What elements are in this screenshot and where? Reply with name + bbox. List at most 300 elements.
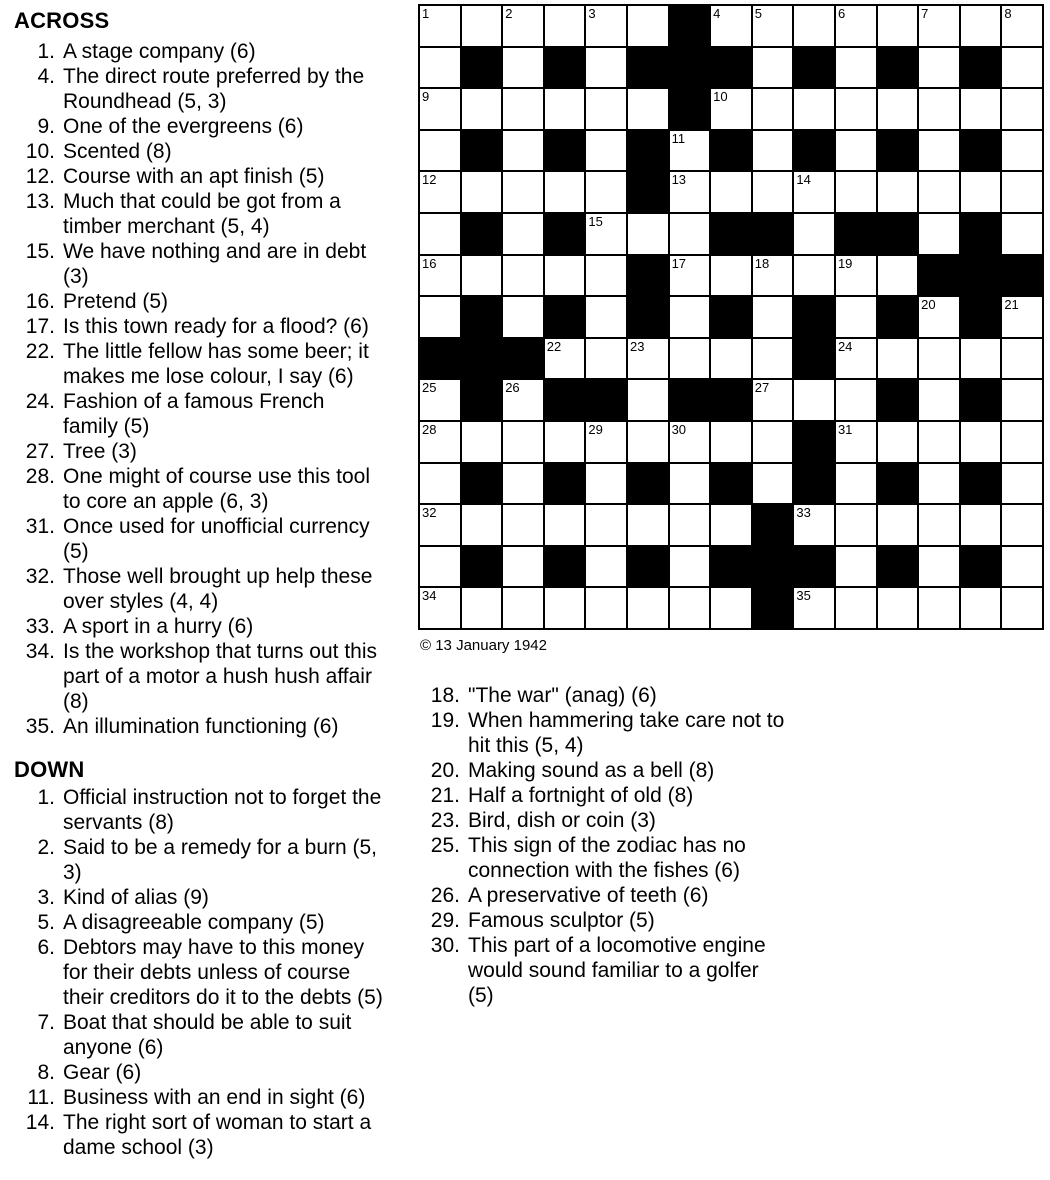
clue-item (14, 1060, 418, 1085)
clue-text: Kind of alias (9) (63, 886, 209, 909)
black-cell (545, 380, 585, 420)
white-cell[interactable] (586, 89, 626, 129)
cell-number: 9 (422, 89, 430, 105)
white-cell[interactable] (961, 89, 1001, 129)
white-cell[interactable] (1002, 464, 1042, 504)
white-cell[interactable] (711, 588, 751, 628)
cell-number: 32 (422, 505, 437, 521)
white-cell[interactable] (586, 588, 626, 628)
clue-number: 1. (37, 786, 55, 809)
down-clue-list-right (430, 683, 1050, 1008)
white-cell[interactable] (794, 214, 834, 254)
cell-number: 33 (796, 505, 811, 521)
white-cell[interactable] (420, 6, 460, 46)
white-cell[interactable] (961, 422, 1001, 462)
clue-item (14, 114, 418, 139)
clue-text: Course with an apt finish (5) (63, 165, 325, 188)
white-cell[interactable] (794, 380, 834, 420)
white-cell[interactable] (462, 172, 502, 212)
white-cell[interactable] (670, 339, 710, 379)
white-cell[interactable] (794, 588, 834, 628)
white-cell[interactable] (462, 588, 502, 628)
clue-text: We have nothing and are in debt (3) (63, 240, 367, 288)
clue-item (430, 783, 1050, 808)
cell-number: 14 (796, 172, 811, 188)
white-cell[interactable] (1002, 6, 1042, 46)
black-cell (878, 464, 918, 504)
black-cell (711, 547, 751, 587)
cell-number: 16 (422, 255, 437, 271)
white-cell[interactable] (711, 505, 751, 545)
white-cell[interactable] (919, 297, 959, 337)
white-cell[interactable] (919, 89, 959, 129)
cell-number: 23 (629, 338, 645, 354)
white-cell[interactable] (878, 588, 918, 628)
clue-text: "The war" (anag) (6) (468, 683, 657, 707)
white-cell[interactable] (919, 380, 959, 420)
white-cell[interactable] (586, 6, 626, 46)
white-cell[interactable] (836, 505, 876, 545)
cell-number: 15 (588, 213, 603, 229)
white-cell[interactable] (545, 256, 585, 296)
clue-text: Those well brought up help these over styles (4, 4) (63, 565, 373, 613)
white-cell[interactable] (670, 131, 710, 171)
clue-item (14, 910, 418, 935)
black-cell (711, 214, 751, 254)
white-cell[interactable] (503, 89, 543, 129)
clue-item (14, 785, 418, 835)
black-cell (711, 380, 751, 420)
clue-item (14, 39, 418, 64)
black-cell (711, 464, 751, 504)
black-cell (961, 547, 1001, 587)
black-cell (711, 131, 751, 171)
clue-text: A disagreeable company (5) (63, 911, 325, 934)
white-cell[interactable] (794, 172, 834, 212)
clue-number: 14. (25, 1111, 55, 1134)
black-cell (961, 48, 1001, 88)
white-cell[interactable] (919, 214, 959, 254)
clue-text: Official instruction not to forget the servants (8) (63, 786, 382, 834)
clue-number: 3. (37, 886, 55, 909)
white-cell[interactable] (836, 547, 876, 587)
white-cell[interactable] (420, 131, 460, 171)
clue-item (14, 639, 418, 714)
clue-text: Famous sculptor (5) (468, 908, 655, 932)
white-cell[interactable] (670, 422, 710, 462)
white-cell[interactable] (628, 214, 668, 254)
white-cell[interactable] (586, 256, 626, 296)
white-cell[interactable] (545, 6, 585, 46)
white-cell[interactable] (836, 339, 876, 379)
white-cell[interactable] (836, 6, 876, 46)
white-cell[interactable] (586, 339, 626, 379)
clue-text: A preservative of teeth (6) (468, 883, 709, 907)
clue-item (14, 139, 418, 164)
white-cell[interactable] (670, 505, 710, 545)
clue-number: 22. (25, 340, 55, 363)
black-cell (545, 297, 585, 337)
white-cell[interactable] (961, 588, 1001, 628)
white-cell[interactable] (462, 256, 502, 296)
white-cell[interactable] (503, 380, 543, 420)
white-cell[interactable] (878, 505, 918, 545)
clue-number: 4. (37, 65, 55, 88)
white-cell[interactable] (586, 464, 626, 504)
white-cell[interactable] (836, 172, 876, 212)
black-cell (545, 547, 585, 587)
white-cell[interactable] (420, 297, 460, 337)
clue-number: 35. (25, 715, 55, 738)
black-cell (628, 48, 668, 88)
black-cell (462, 547, 502, 587)
clue-item (14, 314, 418, 339)
black-cell (628, 464, 668, 504)
cell-number: 6 (837, 6, 846, 21)
white-cell[interactable] (503, 48, 543, 88)
white-cell[interactable] (836, 297, 876, 337)
black-cell (545, 131, 585, 171)
clue-number: 33. (25, 615, 55, 638)
black-cell (961, 464, 1001, 504)
white-cell[interactable] (753, 464, 793, 504)
white-cell[interactable] (420, 256, 460, 296)
white-cell[interactable] (878, 6, 918, 46)
white-cell[interactable] (1002, 505, 1042, 545)
clue-item (430, 683, 1050, 708)
clue-number: 26. (430, 883, 460, 907)
cell-number: 35 (796, 588, 811, 604)
white-cell[interactable] (545, 339, 585, 379)
white-cell[interactable] (836, 588, 876, 628)
black-cell (794, 547, 834, 587)
cell-number: 2 (505, 6, 513, 21)
black-cell (545, 48, 585, 88)
white-cell[interactable] (503, 172, 543, 212)
white-cell[interactable] (836, 422, 876, 462)
white-cell[interactable] (753, 131, 793, 171)
white-cell[interactable] (462, 6, 502, 46)
cell-number: 10 (713, 89, 728, 105)
white-cell[interactable] (753, 48, 793, 88)
white-cell[interactable] (919, 422, 959, 462)
cell-number: 28 (422, 421, 437, 437)
white-cell[interactable] (545, 172, 585, 212)
white-cell[interactable] (503, 464, 543, 504)
white-cell[interactable] (1002, 48, 1042, 88)
white-cell[interactable] (961, 172, 1001, 212)
black-cell (961, 214, 1001, 254)
white-cell[interactable] (586, 505, 626, 545)
black-cell (462, 297, 502, 337)
black-cell (628, 297, 668, 337)
clue-text: Fashion of a famous French family (5) (63, 390, 325, 438)
white-cell[interactable] (794, 505, 834, 545)
white-cell[interactable] (545, 588, 585, 628)
white-cell[interactable] (711, 422, 751, 462)
white-cell[interactable] (503, 297, 543, 337)
white-cell[interactable] (670, 214, 710, 254)
clue-item (14, 564, 418, 614)
black-cell (961, 380, 1001, 420)
white-cell[interactable] (961, 339, 1001, 379)
white-cell[interactable] (711, 172, 751, 212)
clue-item (14, 439, 418, 464)
clue-item (14, 935, 418, 1010)
white-cell[interactable] (711, 89, 751, 129)
white-cell[interactable] (670, 588, 710, 628)
white-cell[interactable] (586, 547, 626, 587)
white-cell[interactable] (545, 89, 585, 129)
clue-number: 34. (25, 640, 55, 663)
clue-item (14, 464, 418, 514)
white-cell[interactable] (836, 380, 876, 420)
clue-number: 23. (430, 808, 460, 832)
white-cell[interactable] (462, 422, 502, 462)
clue-number: 30. (430, 933, 460, 957)
white-cell[interactable] (753, 339, 793, 379)
white-cell[interactable] (503, 214, 543, 254)
black-cell (878, 380, 918, 420)
black-cell (836, 214, 876, 254)
black-cell (1002, 256, 1042, 296)
clue-number: 19. (430, 708, 460, 732)
white-cell[interactable] (1002, 422, 1042, 462)
white-cell[interactable] (670, 172, 710, 212)
cell-number: 20 (921, 297, 936, 313)
black-cell (878, 48, 918, 88)
black-cell (628, 547, 668, 587)
black-cell (462, 214, 502, 254)
white-cell[interactable] (919, 6, 959, 46)
white-cell[interactable] (919, 547, 959, 587)
white-cell[interactable] (1002, 588, 1042, 628)
white-cell[interactable] (919, 172, 959, 212)
clue-text: Business with an end in sight (6) (63, 1086, 366, 1109)
white-cell[interactable] (753, 89, 793, 129)
black-cell (420, 339, 460, 379)
white-cell[interactable] (836, 256, 876, 296)
white-cell[interactable] (794, 256, 834, 296)
clue-text: Is this town ready for a flood? (6) (63, 315, 369, 338)
white-cell[interactable] (503, 547, 543, 587)
white-cell[interactable] (836, 131, 876, 171)
white-cell[interactable] (753, 380, 793, 420)
clue-item (14, 885, 418, 910)
white-cell[interactable] (628, 380, 668, 420)
white-cell[interactable] (628, 505, 668, 545)
white-cell[interactable] (961, 505, 1001, 545)
cell-number: 30 (671, 421, 687, 437)
clue-number: 12. (25, 165, 55, 188)
white-cell[interactable] (586, 172, 626, 212)
clue-item (14, 1085, 418, 1110)
clue-number: 1. (37, 40, 55, 63)
white-cell[interactable] (753, 172, 793, 212)
white-cell[interactable] (670, 547, 710, 587)
white-cell[interactable] (794, 89, 834, 129)
white-cell[interactable] (878, 89, 918, 129)
white-cell[interactable] (420, 464, 460, 504)
white-cell[interactable] (670, 256, 710, 296)
white-cell[interactable] (628, 422, 668, 462)
white-cell[interactable] (919, 339, 959, 379)
cell-number: 24 (837, 338, 853, 354)
black-cell (794, 464, 834, 504)
white-cell[interactable] (919, 588, 959, 628)
black-cell (462, 48, 502, 88)
black-cell (545, 464, 585, 504)
white-cell[interactable] (878, 256, 918, 296)
black-cell (628, 131, 668, 171)
clue-text: Scented (8) (63, 140, 172, 163)
across-heading: ACROSS (14, 8, 110, 33)
cell-number: 7 (921, 6, 929, 21)
clue-item (14, 614, 418, 639)
clue-text: A sport in a hurry (6) (63, 615, 254, 638)
black-cell (794, 339, 834, 379)
white-cell[interactable] (586, 422, 626, 462)
white-cell[interactable] (420, 48, 460, 88)
clue-number: 31. (25, 515, 55, 538)
white-cell[interactable] (753, 422, 793, 462)
black-cell (628, 256, 668, 296)
black-cell (628, 172, 668, 212)
white-cell[interactable] (1002, 380, 1042, 420)
white-cell[interactable] (711, 256, 751, 296)
white-cell[interactable] (753, 6, 793, 46)
clue-item (14, 339, 418, 389)
black-cell (961, 131, 1001, 171)
cell-number: 31 (837, 421, 853, 437)
white-cell[interactable] (878, 172, 918, 212)
black-cell (711, 48, 751, 88)
white-cell[interactable] (462, 505, 502, 545)
white-cell[interactable] (919, 464, 959, 504)
white-cell[interactable] (836, 48, 876, 88)
white-cell[interactable] (586, 131, 626, 171)
white-cell[interactable] (420, 380, 460, 420)
clue-item (14, 164, 418, 189)
white-cell[interactable] (545, 422, 585, 462)
white-cell[interactable] (420, 505, 460, 545)
clue-number: 5. (37, 911, 55, 934)
white-cell[interactable] (878, 422, 918, 462)
black-cell (670, 380, 710, 420)
white-cell[interactable] (1002, 547, 1042, 587)
copyright-line: © 13 January 1942 (420, 636, 547, 654)
clue-item (430, 708, 1050, 758)
black-cell (753, 547, 793, 587)
clue-text: When hammering take care not to hit this (5, 4) (468, 708, 785, 757)
black-cell (670, 89, 710, 129)
clue-number: 16. (25, 290, 55, 313)
white-cell[interactable] (919, 505, 959, 545)
black-cell (586, 380, 626, 420)
white-cell[interactable] (420, 588, 460, 628)
clue-text: Said to be a remedy for a burn (5, 3) (63, 836, 378, 884)
white-cell[interactable] (586, 297, 626, 337)
black-cell (878, 214, 918, 254)
clue-number: 20. (430, 758, 460, 782)
white-cell[interactable] (711, 6, 751, 46)
white-cell[interactable] (503, 6, 543, 46)
clue-text: Pretend (5) (63, 290, 169, 313)
white-cell[interactable] (420, 214, 460, 254)
white-cell[interactable] (628, 6, 668, 46)
white-cell[interactable] (420, 547, 460, 587)
white-cell[interactable] (628, 588, 668, 628)
clue-item (430, 933, 1050, 1008)
white-cell[interactable] (503, 256, 543, 296)
clues-left-column (0, 0, 418, 1160)
white-cell[interactable] (753, 297, 793, 337)
white-cell[interactable] (1002, 339, 1042, 379)
white-cell[interactable] (878, 339, 918, 379)
white-cell[interactable] (1002, 297, 1042, 337)
clue-item (430, 758, 1050, 783)
white-cell[interactable] (836, 464, 876, 504)
white-cell[interactable] (503, 505, 543, 545)
clue-item (430, 883, 1050, 908)
clue-number: 10. (25, 140, 55, 163)
clue-number: 25. (430, 833, 460, 857)
white-cell[interactable] (462, 89, 502, 129)
white-cell[interactable] (420, 422, 460, 462)
clue-text: Bird, dish or coin (3) (468, 808, 656, 832)
white-cell[interactable] (503, 131, 543, 171)
clue-number: 21. (430, 783, 460, 807)
white-cell[interactable] (503, 422, 543, 462)
white-cell[interactable] (503, 588, 543, 628)
clue-text: Debtors may have to this money for their debts unless of course their creditors do it to the debts (5) (63, 936, 383, 1009)
black-cell (753, 505, 793, 545)
white-cell[interactable] (545, 505, 585, 545)
white-cell[interactable] (670, 464, 710, 504)
white-cell[interactable] (1002, 131, 1042, 171)
clue-item (430, 833, 1050, 883)
black-cell (503, 339, 543, 379)
clue-text: Half a fortnight of old (8) (468, 783, 694, 807)
white-cell[interactable] (753, 256, 793, 296)
white-cell[interactable] (586, 48, 626, 88)
cell-number: 11 (671, 130, 686, 146)
white-cell[interactable] (586, 214, 626, 254)
white-cell[interactable] (628, 89, 668, 129)
white-cell[interactable] (794, 6, 834, 46)
clue-text: This sign of the zodiac has no connection with the fishes (6) (468, 833, 746, 882)
down-clue-list-left (14, 785, 418, 1160)
white-cell[interactable] (670, 297, 710, 337)
clue-text: Is the workshop that turns out this part of a motor a hush hush affair (8) (63, 640, 377, 713)
clue-item (430, 908, 1050, 933)
cell-number: 1 (422, 6, 430, 21)
white-cell[interactable] (919, 48, 959, 88)
white-cell[interactable] (420, 89, 460, 129)
clue-number: 27. (25, 440, 55, 463)
white-cell[interactable] (420, 172, 460, 212)
white-cell[interactable] (961, 6, 1001, 46)
white-cell[interactable] (919, 131, 959, 171)
cell-number: 12 (422, 172, 437, 188)
white-cell[interactable] (836, 89, 876, 129)
white-cell[interactable] (711, 339, 751, 379)
white-cell[interactable] (1002, 172, 1042, 212)
white-cell[interactable] (628, 339, 668, 379)
white-cell[interactable] (1002, 89, 1042, 129)
cell-number: 19 (837, 255, 853, 271)
white-cell[interactable] (1002, 214, 1042, 254)
